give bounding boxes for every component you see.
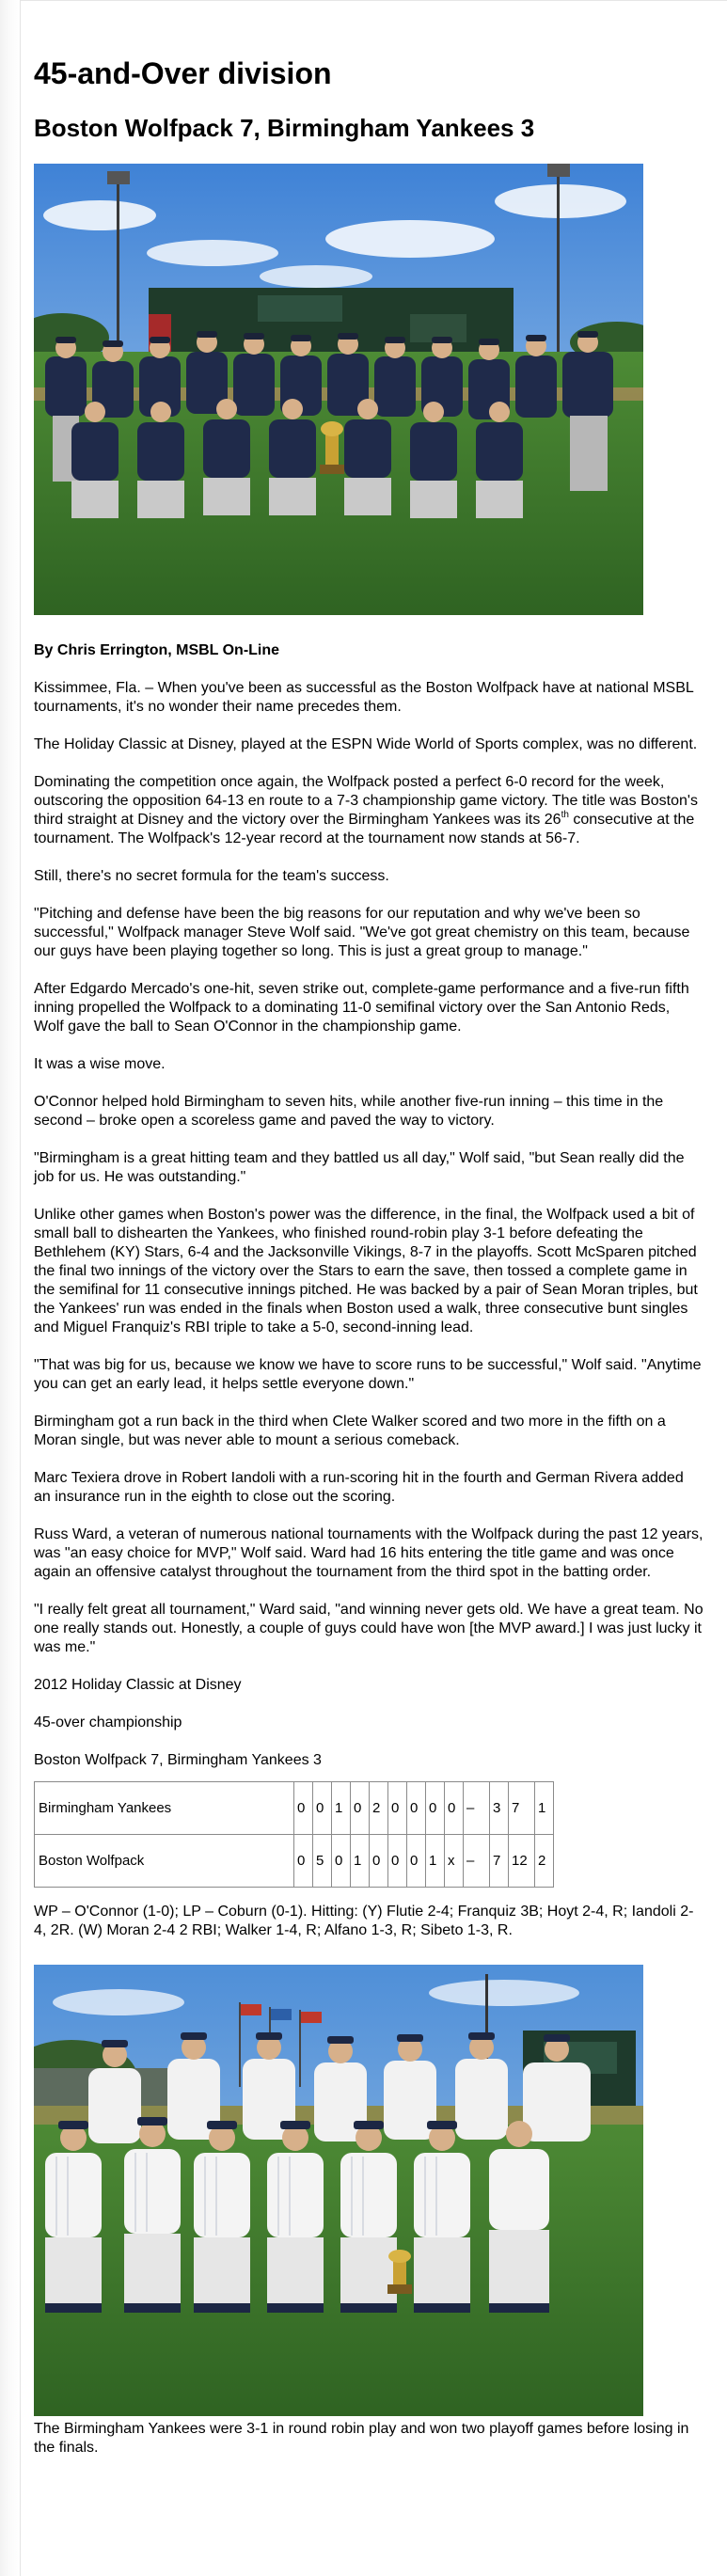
photo-caption: The Birmingham Yankees were 3-1 in round robin play and won two playoff games before losing in the finals. — [34, 2421, 689, 2456]
article-headline: Boston Wolfpack 7, Birmingham Yankees 3 — [34, 114, 535, 142]
team-name: Birmingham Yankees — [35, 1782, 294, 1835]
hits-cell: 12 — [509, 1835, 535, 1888]
table-row — [35, 1782, 554, 1835]
separator-cell: – — [464, 1782, 490, 1835]
paragraph: "That was big for us, because we know we have to score runs to be successful," Wolf said. "Anytime you can get an early lead, it helps settle everyone down." — [34, 1357, 702, 1392]
paragraph: "Birmingham is a great hitting team and they battled us all day," Wolf said, "but Sean really did the job for us. He was outstanding." — [34, 1150, 685, 1185]
inning-cell: 0 — [426, 1782, 445, 1835]
inning-cell: 0 — [294, 1782, 313, 1835]
inning-cell: 1 — [351, 1835, 370, 1888]
division-title: 45-and-Over division — [34, 56, 332, 90]
inning-cell: 5 — [313, 1835, 332, 1888]
left-page-rail — [0, 0, 21, 2576]
separator-cell: – — [464, 1835, 490, 1888]
errors-cell: 1 — [535, 1782, 554, 1835]
paragraph: It was a wise move. — [34, 1056, 166, 1072]
runs-cell: 3 — [490, 1782, 509, 1835]
inning-cell: 0 — [294, 1835, 313, 1888]
paragraph-text: Dominating the competition once again, the Wolfpack posted a perfect 6-0 record for the week, outscoring the opposition 64-13 en route to a 7-3 championship game victory. The title was Boston's third straight at Disney and the victory over the Birmingham Yankees was its 26 — [34, 774, 698, 828]
inning-cell: 0 — [370, 1835, 388, 1888]
paragraph-dominating — [34, 773, 703, 848]
paragraph: "I really felt great all tournament," Ward said, "and winning never gets old. We have a great team. No one really stands out. Honestly, a couple of guys could have won [the MVP award.] I was just lucky it was me." — [34, 1602, 703, 1655]
paragraph: Still, there's no secret formula for the team's success. — [34, 868, 389, 884]
inning-cell: x — [445, 1835, 464, 1888]
paragraph: Marc Texiera drove in Robert Iandoli with a run-scoring hit in the fourth and German Rivera added an insurance run in the eighth to close out the scoring. — [34, 1470, 684, 1505]
ordinal-suffix: th — [561, 809, 569, 820]
table-row — [35, 1835, 554, 1888]
inning-cell: 0 — [313, 1782, 332, 1835]
paragraph: Unlike other games when Boston's power was the difference, in the final, the Wolfpack used a bit of small ball to dishearten the Yankees, who finished round-robin play 3-1 before defeating the Bethlehem (KY) Stars, 6-4 and the Jacksonville Vikings, 8-7 in the playoffs. Scott McSparen pitched the final two innings of the victory over the Stars to earn the save, then tossed a complete game in the semifinal for 11 consecutive innings pitched. He was backed by a pair of Sean Moran triples, but the Yankees' run was ended in the finals when Boston used a walk, three consecutive bunt singles and Miguel Franquiz's RBI triple to take a 5-0, second-inning lead. — [34, 1207, 698, 1335]
event-division: 45-over championship — [34, 1715, 182, 1731]
team-photo-yankees — [34, 1965, 643, 2416]
inning-cell: 0 — [351, 1782, 370, 1835]
yankees-photo-drawing — [34, 1965, 643, 2416]
scoring-summary: WP – O'Connor (1-0); LP – Coburn (0-1). Hitting: (Y) Flutie 2-4; Franquiz 3B; Hoyt 2-4, R; Iandoli 2-4, 2R. (W) Moran 2-4 2 RBI; Walker 1-4, R; Alfano 1-3, R; Sibeto 1-3, R. — [34, 1904, 694, 1938]
team-photo-wolfpack — [34, 164, 643, 615]
byline: By Chris Errington, MSBL On-Line — [34, 642, 280, 658]
inning-cell: 0 — [445, 1782, 464, 1835]
paragraph: After Edgardo Mercado's one-hit, seven strike out, complete-game performance and a five-run fifth inning propelled the Wolfpack to a dominating 11-0 semifinal victory over the San Antonio Reds, Wolf gave the ball to Sean O'Connor in the championship game. — [34, 981, 689, 1035]
inning-cell: 1 — [332, 1782, 351, 1835]
paragraph: The Holiday Classic at Disney, played at the ESPN Wide World of Sports complex, was no different. — [34, 736, 698, 752]
box-score-table — [34, 1781, 554, 1888]
paragraph: Russ Ward, a veteran of numerous national tournaments with the Wolfpack during the past 12 years, was "an easy choice for MVP," Wolf said. Ward had 16 hits entering the title game and was once again an offensive catalyst throughout the tournament from the third spot in the batting order. — [34, 1526, 703, 1580]
inning-cell: 0 — [332, 1835, 351, 1888]
inning-cell: 0 — [388, 1782, 407, 1835]
inning-cell: 0 — [407, 1782, 426, 1835]
event-name: 2012 Holiday Classic at Disney — [34, 1677, 242, 1693]
paragraph: Kissimmee, Fla. – When you've been as successful as the Boston Wolfpack have at national MSBL tournaments, it's no wonder their name precedes them. — [34, 680, 694, 715]
paragraph: O'Connor helped hold Birmingham to seven hits, while another five-run inning – this time in the second – broke open a scoreless game and paved the way to victory. — [34, 1094, 664, 1129]
paragraph: "Pitching and defense have been the big reasons for our reputation and why we've been so successful," Wolfpack manager Steve Wolf said. "We've got great chemistry on this team, because our guys have been playing together so long. This is just a great group to manage." — [34, 906, 690, 959]
errors-cell: 2 — [535, 1835, 554, 1888]
runs-cell: 7 — [490, 1835, 509, 1888]
final-score-line: Boston Wolfpack 7, Birmingham Yankees 3 — [34, 1752, 322, 1768]
paragraph-text: consecutive at the tournament. The Wolfpack's 12-year record at the tournament now stands at 56-7. — [34, 812, 695, 846]
paragraph: Birmingham got a run back in the third when Clete Walker scored and two more in the fifth on a Moran single, but was never able to mount a serious comeback. — [34, 1414, 666, 1448]
team-name: Boston Wolfpack — [35, 1835, 294, 1888]
inning-cell: 2 — [370, 1782, 388, 1835]
inning-cell: 1 — [426, 1835, 445, 1888]
inning-cell: 0 — [407, 1835, 426, 1888]
inning-cell: 0 — [388, 1835, 407, 1888]
hits-cell: 7 — [509, 1782, 535, 1835]
wolfpack-photo-drawing — [34, 164, 643, 615]
article — [34, 0, 703, 2457]
